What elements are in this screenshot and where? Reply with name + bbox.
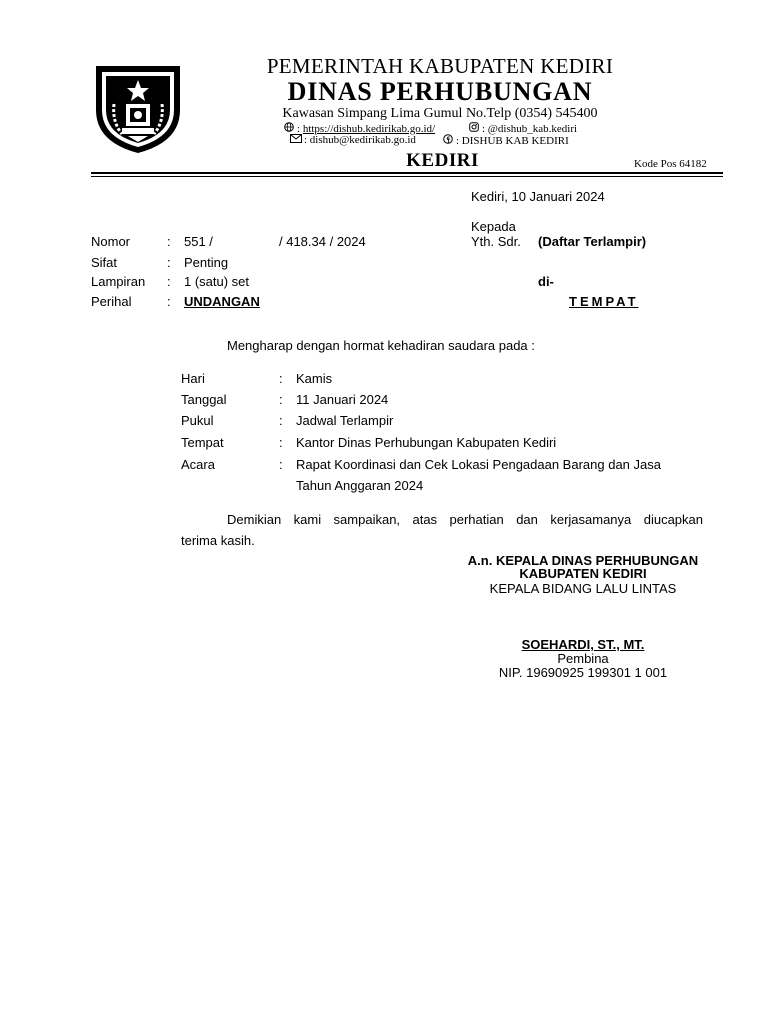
closing-paragraph-end: terima kasih. xyxy=(181,533,255,548)
nomor-colon: : xyxy=(167,234,171,249)
place-date: Kediri, 10 Januari 2024 xyxy=(471,189,605,204)
website-link[interactable]: https://dishub.kedirikab.go.id/ xyxy=(302,123,436,135)
nomor-part1: 551 / xyxy=(184,234,213,249)
lampiran-value: 1 (satu) set xyxy=(184,274,250,289)
lampiran-colon: : xyxy=(167,274,171,289)
tempat-value: Kantor Dinas Perhubungan Kabupaten Kediri xyxy=(296,435,557,450)
perihal-value: UNDANGAN xyxy=(184,294,260,309)
email-contact xyxy=(290,134,416,146)
facebook-contact xyxy=(442,134,569,147)
facebook-page: : DISHUB KAB KEDIRI xyxy=(456,135,569,147)
kabupaten-kediri-crest xyxy=(92,60,184,156)
signatory-nip: NIP. 19690925 199301 1 001 xyxy=(498,665,668,680)
hari-label: Hari xyxy=(181,371,205,386)
hari-colon: : xyxy=(279,371,283,386)
tempat-colon: : xyxy=(279,435,283,450)
perihal-label: Perihal xyxy=(91,294,132,309)
acara-value-continued: Tahun Anggaran 2024 xyxy=(296,478,424,493)
postal-code: Kode Pos 64182 xyxy=(634,158,707,170)
letterhead-divider-thick xyxy=(91,172,723,174)
letterhead-divider-thin xyxy=(91,176,723,177)
opening-paragraph: Mengharap dengan hormat kehadiran saudara pada : xyxy=(227,338,535,353)
acara-label: Acara xyxy=(181,457,215,472)
email-address: : dishub@kedirikab.go.id xyxy=(304,134,416,146)
signatory-name: SOEHARDI, ST., MT. xyxy=(521,637,645,652)
office-address: Kawasan Simpang Lima Gumul No.Telp (0354) 545400 xyxy=(282,106,598,121)
pukul-colon: : xyxy=(279,413,283,428)
tempat-label: Tempat xyxy=(181,435,224,450)
nomor-label: Nomor xyxy=(91,234,131,249)
acara-colon: : xyxy=(279,457,283,472)
government-title: PEMERINTAH KABUPATEN KEDIRI xyxy=(266,54,614,78)
hari-value: Kamis xyxy=(296,371,333,386)
department-title: DINAS PERHUBUNGAN xyxy=(287,77,593,106)
kepada-label: Kepada xyxy=(471,219,516,234)
envelope-icon xyxy=(290,134,301,146)
tanggal-colon: : xyxy=(279,392,283,407)
recipient-name: (Daftar Terlampir) xyxy=(538,234,647,249)
yth-label: Yth. Sdr. xyxy=(471,234,521,249)
signature-title-3: KEPALA BIDANG LALU LINTAS xyxy=(489,581,677,596)
sifat-colon: : xyxy=(167,255,171,270)
lampiran-label: Lampiran xyxy=(91,274,146,289)
signatory-rank: Pembina xyxy=(557,651,609,666)
perihal-colon: : xyxy=(167,294,171,309)
di-label: di- xyxy=(538,274,554,289)
tanggal-value: 11 Januari 2024 xyxy=(296,392,389,407)
facebook-icon xyxy=(442,134,453,147)
nomor-part2: / 418.34 / 2024 xyxy=(279,234,366,249)
city-heading: KEDIRI xyxy=(406,150,479,171)
sifat-label: Sifat xyxy=(91,255,118,270)
pukul-label: Pukul xyxy=(181,413,214,428)
pukul-value: Jadwal Terlampir xyxy=(296,413,394,428)
acara-value: Rapat Koordinasi dan Cek Lokasi Pengadaan Barang dan Jasa xyxy=(296,457,661,472)
closing-paragraph: Demikian kami sampaikan, atas perhatian dan kerjasamanya diucapkan xyxy=(227,512,703,527)
signature-title-2: KABUPATEN KEDIRI xyxy=(519,566,647,581)
instagram-handle: : @dishub_kab.kediri xyxy=(482,123,578,135)
destination-place: TEMPAT xyxy=(569,294,639,309)
website-prefix: : xyxy=(297,123,303,135)
signature-title-1: A.n. KEPALA DINAS PERHUBUNGAN xyxy=(467,553,699,568)
sifat-value: Penting xyxy=(184,255,229,270)
tanggal-label: Tanggal xyxy=(181,392,227,407)
